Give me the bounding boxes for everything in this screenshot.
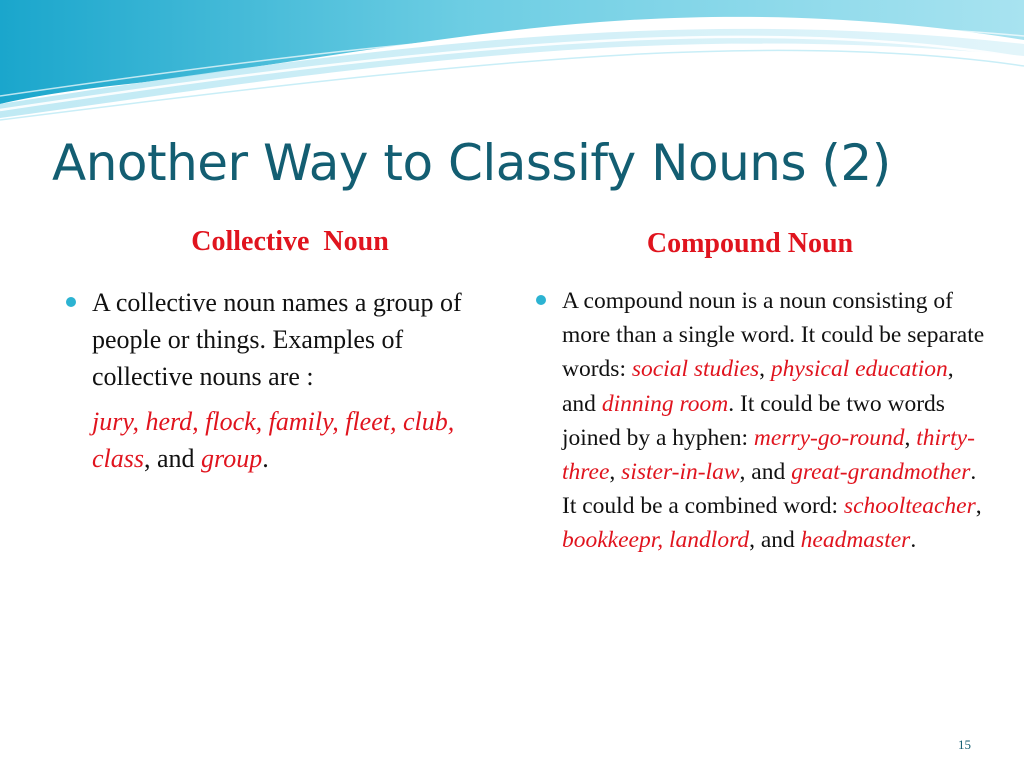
text-run: , and [749, 527, 801, 554]
bullet-dot-icon [536, 295, 546, 305]
collective-noun-bullet [62, 284, 502, 477]
compound-noun-bullet [532, 284, 987, 558]
example-last-word: group [201, 444, 263, 473]
example-word: physical education [770, 356, 948, 383]
text-run: , and [739, 459, 792, 486]
text-run: , [904, 424, 917, 451]
slide-title: Another Way to Classify Nouns (2) [52, 134, 891, 192]
example-word: schoolteacher [843, 493, 976, 520]
collective-noun-heading: Collective Noun [191, 226, 389, 257]
collective-noun-examples [92, 403, 502, 477]
example-word: thirty-three [562, 424, 975, 486]
text-run: , [759, 356, 771, 383]
text-run: , [975, 493, 982, 520]
text-run: A compound noun is a noun consisting of more than a single word. It could be separate words: [562, 288, 985, 383]
compound-noun-heading: Compound Noun [646, 228, 854, 259]
example-word: headmaster [800, 527, 911, 554]
example-word: dinning room [601, 390, 729, 417]
example-words: jury, herd, flock, family, fleet, club, class [92, 407, 455, 473]
examples-period: . [262, 444, 269, 473]
examples-conjunction: , and [144, 444, 202, 473]
text-run: . It could be two words joined by a hyphen: [562, 390, 945, 451]
collective-noun-definition: A collective noun names a group of people or things. Examples of collective nouns are : [92, 288, 462, 391]
example-word: bookkeepr, landlord [562, 527, 750, 554]
text-run: , and [562, 356, 954, 417]
collective-noun-column [62, 284, 502, 477]
text-run: , [609, 459, 622, 486]
compound-noun-column [532, 284, 987, 558]
compound-noun-definition [562, 284, 987, 558]
example-word: great-grandmother [791, 459, 971, 486]
header-wave-decoration [0, 0, 1024, 130]
example-word: social studies [631, 356, 760, 383]
example-word: merry-go-round [753, 424, 905, 451]
bullet-dot-icon [66, 297, 76, 307]
text-run: . [910, 527, 917, 554]
text-run: . It could be a combined word: [562, 459, 977, 520]
slide-page-number: 15 [958, 737, 971, 752]
example-word: sister-in-law [621, 459, 740, 486]
